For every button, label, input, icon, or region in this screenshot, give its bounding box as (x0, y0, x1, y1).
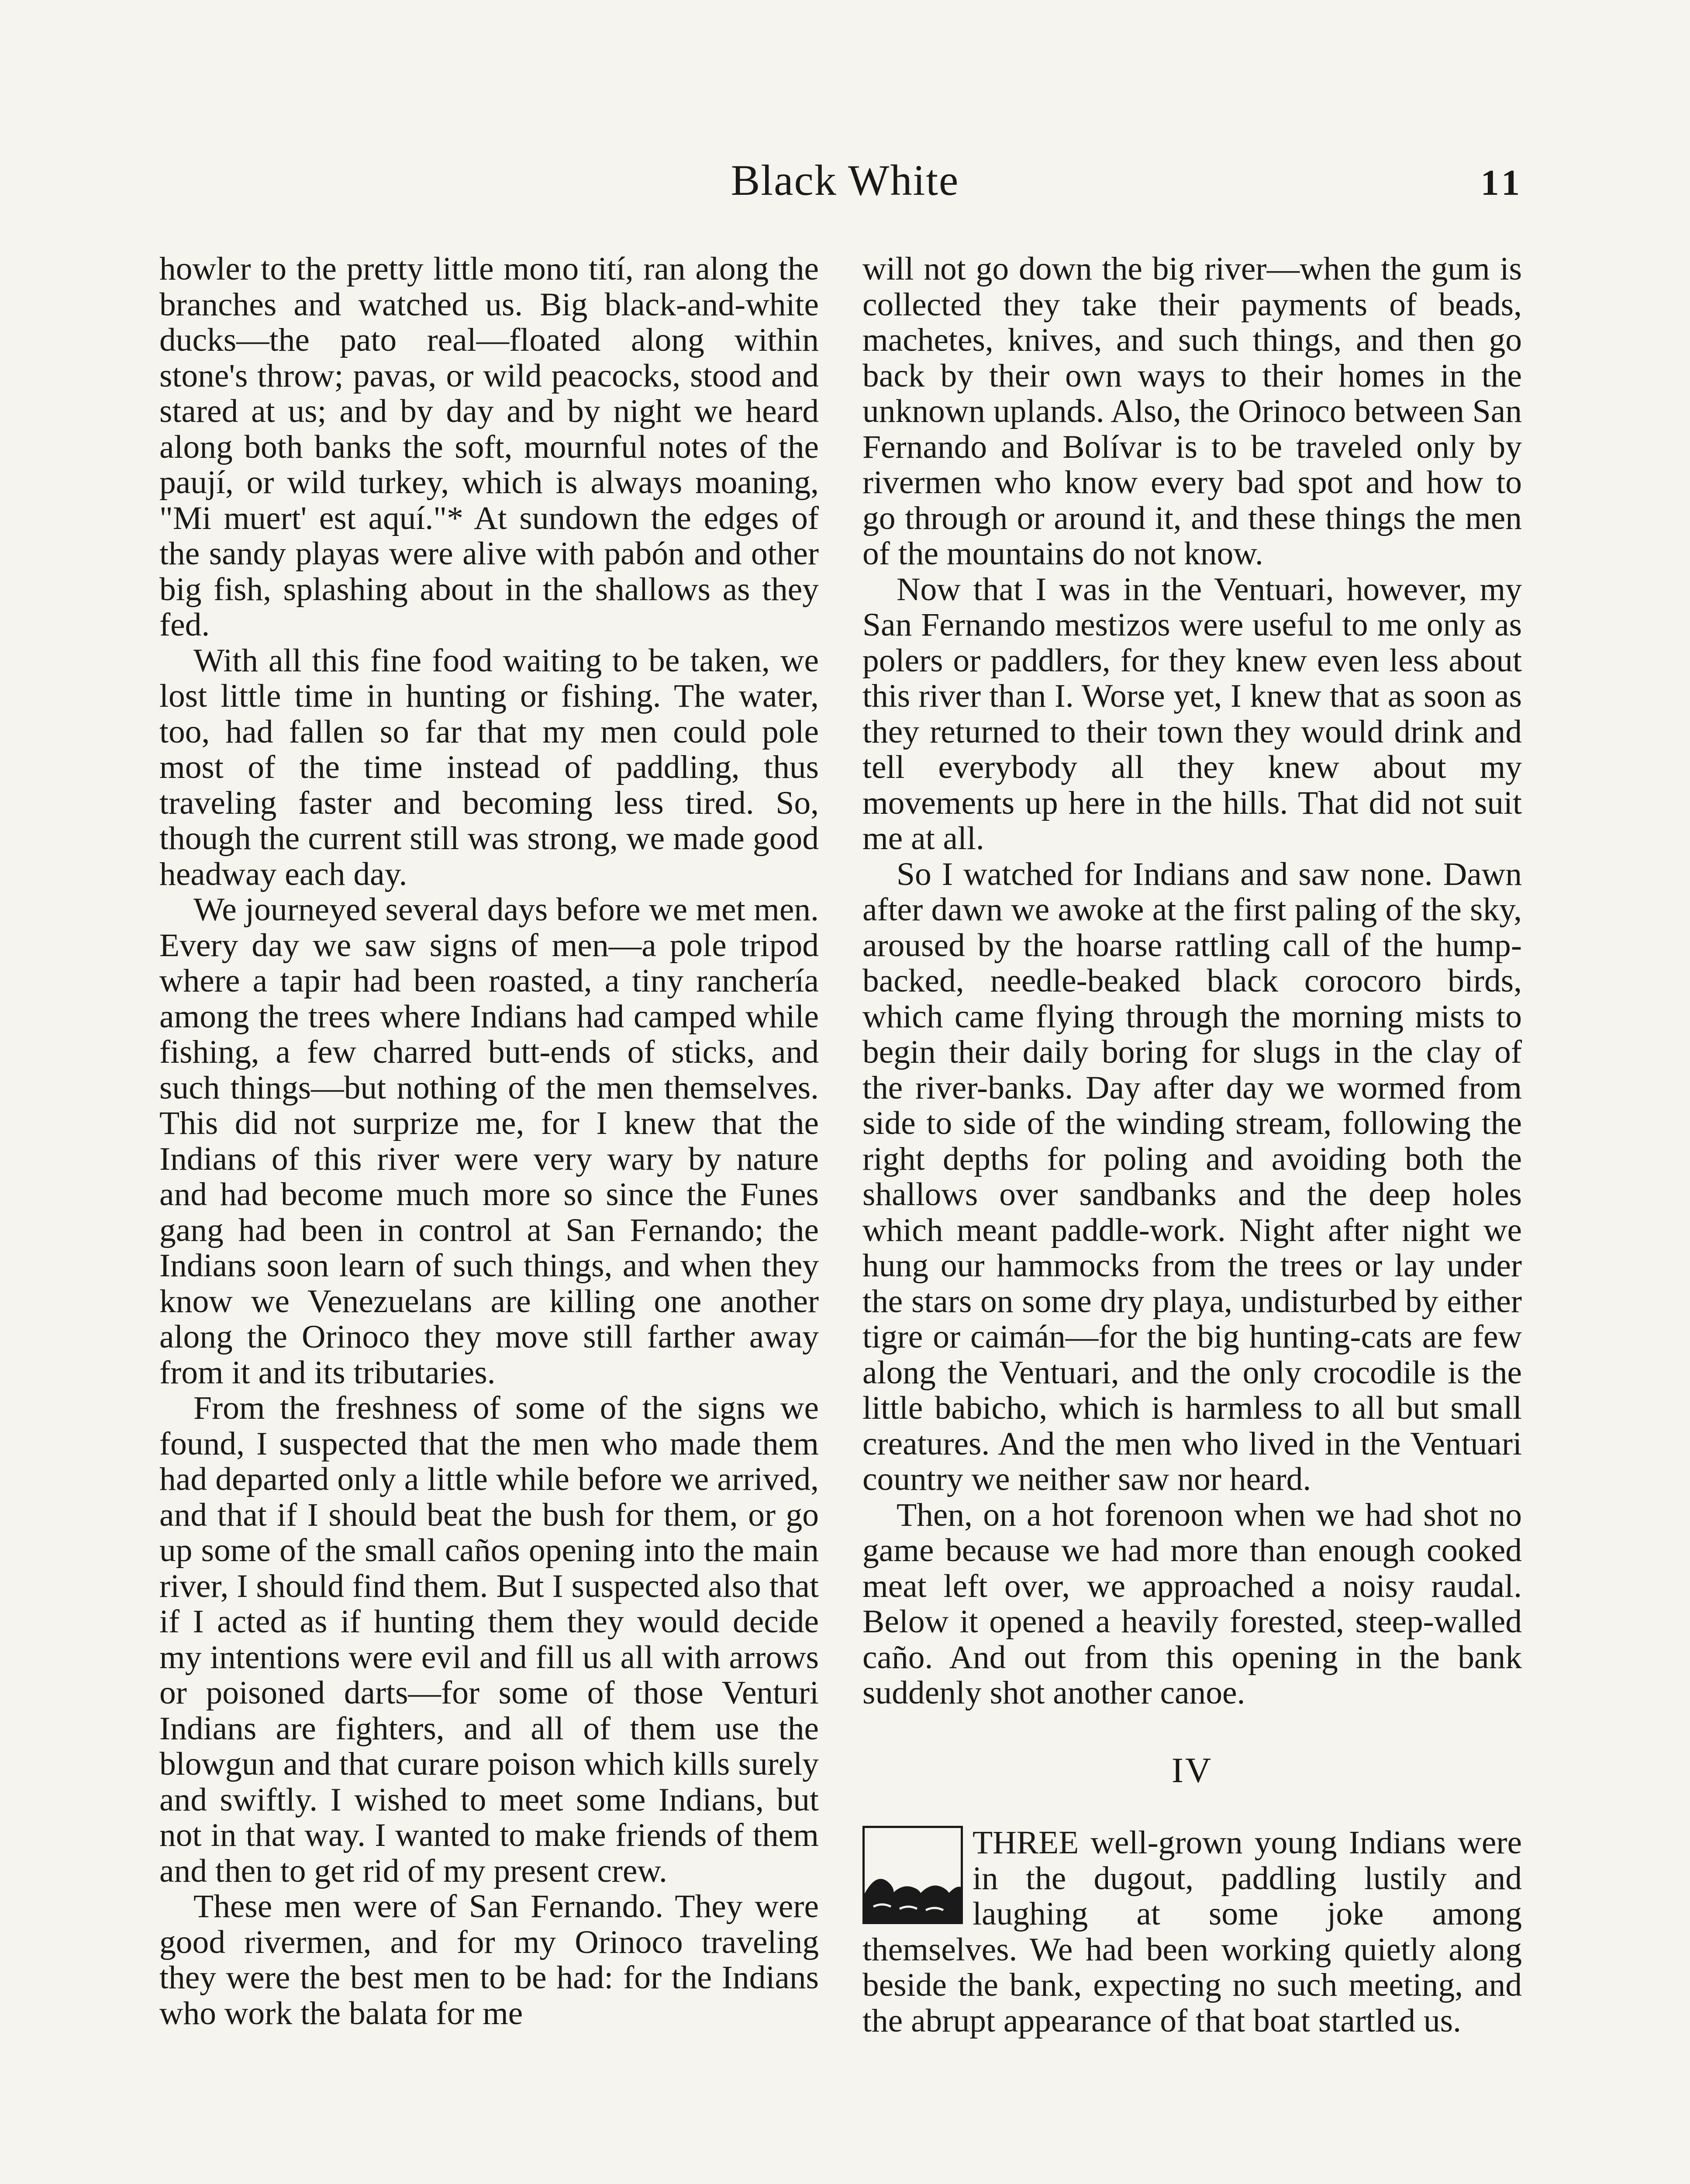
paragraph: will not go down the big river—when the gum is collected they take their payments of beads, machetes, knives, and such things, and then go back by their own ways to their homes in the unknown uplands. Also, the Orinoco between San Fernando and Bolívar is to be traveled only by rivermen who know every bad spot and how to go through or around it, and these things the men of the mountains do not know. (862, 251, 1522, 572)
paragraph: howler to the pretty little mono tití, ran along the branches and watched us. Big black-and-white ducks—the pato real—floated along within stone's throw; pavas, or wild peacocks, stood and stared at us; and by day and by night we heard along both banks the soft, mournful notes of the paují, or wild turkey, which is always moaning, "Mi muert' est aquí."* At sundown the edges of the sandy playas were alive with pabón and other big fish, splashing about in the shallows as they fed. (159, 251, 819, 643)
paragraph: So I watched for Indians and saw none. Dawn after dawn we awoke at the first paling of the sky, aroused by the hoarse rattling call of the hump-backed, needle-beaked black corocoro birds, which came flying through the morning mists to begin their daily boring for slugs in the clay of the river-banks. Day after day we wormed from side to side of the winding stream, following the right depths for poling and avoiding both the shallows over sandbanks and the deep holes which meant paddle-work. Night after night we hung our hammocks from the trees or lay under the stars on some dry playa, undisturbed by either tigre or caimán—for the big hunting-cats are few along the Ventuari, and the only crocodile is the little babicho, which is harmless to all but small creatures. And the men who lived in the Ventuari country we neither saw nor heard. (862, 856, 1522, 1497)
paragraph: Then, on a hot forenoon when we had shot no game because we had more than enough cooked meat left over, we approached a noisy raudal. Below it opened a heavily forested, steep-walled caño. And out from this opening in the bank suddenly shot another canoe. (862, 1496, 1522, 1711)
wave-ornament-icon (862, 1826, 963, 1924)
paragraph: With all this fine food waiting to be taken, we lost little time in hunting or fishing. The water, too, had fallen so far that my men could pole most of the time instead of paddling, thus traveling faster and becoming less tired. So, though the current still was strong, we made good headway each day. (159, 642, 819, 892)
left-column (159, 251, 819, 2031)
paragraph: We journeyed several days before we met men. Every day we saw signs of men—a pole tripod where a tapir had been roasted, a tiny ranchería among the trees where Indians had camped while fishing, a few charred butt-ends of sticks, and such things—but nothing of the men themselves. This did not surprize me, for I knew that the Indians of this river were very wary by nature and had become much more so since the Funes gang had been in control at San Fernando; the Indians soon learn of such things, and when they know we Venezuelans are killing one another along the Orinoco they move still farther away from it and its tributaries. (159, 892, 819, 1391)
page-number: 11 (1480, 162, 1524, 203)
drop-cap-paragraph (862, 1825, 1522, 2039)
paragraph: These men were of San Fernando. They were good rivermen, and for my Orinoco traveling they were the best men to be had: for the Indians who work the balata for me (159, 1888, 819, 2032)
section-heading: IV (1171, 1750, 1213, 1790)
running-title: Black White (731, 156, 959, 204)
paragraph: Now that I was in the Ventuari, however, my San Fernando mestizos were useful to me only as polers or paddlers, for they knew even less about this river than I. Worse yet, I knew that as soon as they returned to their town they would drink and tell everybody all they knew about my movements up here in the hills. That did not suit me at all. (862, 571, 1522, 857)
paragraph: From the freshness of some of the signs we found, I suspected that the men who made them had departed only a little while before we arrived, and that if I should beat the bush for them, or go up some of the small caños opening into the main river, I should find them. But I suspected also that if I acted as if hunting them they would decide my intentions were evil and fill us all with arrows or poisoned darts—for some of those Venturi Indians are fighters, and all of them use the blowgun and that curare poison which kills surely and swiftly. I wished to meet some Indians, but not in that way. I wanted to make friends of them and then to get rid of my present crew. (159, 1390, 819, 1889)
paragraph: THREE well-grown young Indians were in the dugout, paddling lustily and laughing at some joke among themselves. We had been working quietly along beside the bank, expecting no such meeting, and the abrupt appearance of that boat startled us. (862, 1825, 1522, 2039)
right-column (862, 251, 1522, 2039)
